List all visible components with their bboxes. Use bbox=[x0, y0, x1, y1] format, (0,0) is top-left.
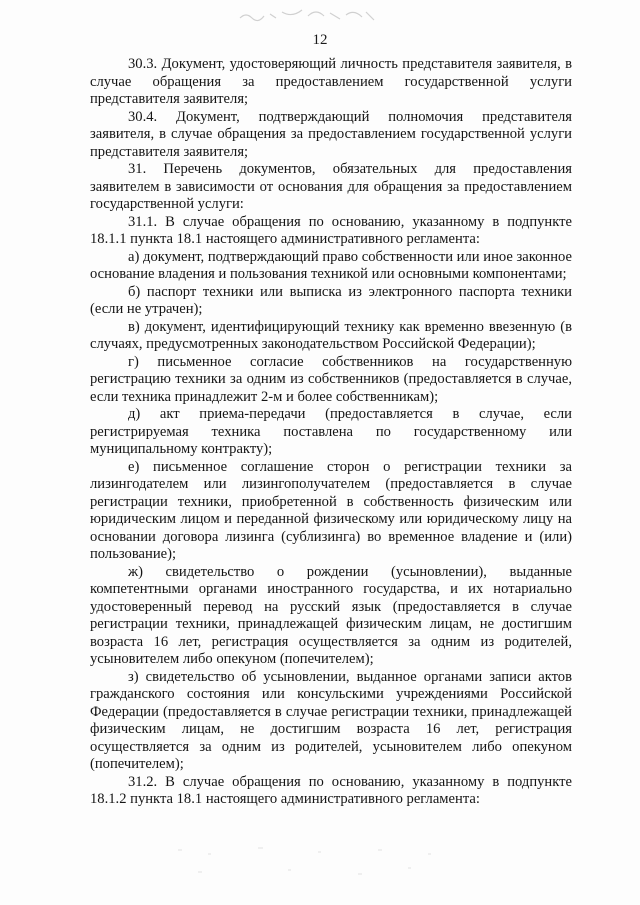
scan-artifact bbox=[236, 4, 386, 26]
list-item-a: а) документ, подтверждающий право собственности или иное законное основание владения и пользования техникой или основными компонентами; bbox=[90, 248, 572, 282]
paragraph-31-2: 31.2. В случае обращения по основанию, указанному в подпункте 18.1.2 пункта 18.1 настоящего административного регламента: bbox=[90, 773, 572, 807]
list-item-b: б) паспорт техники или выписка из электронного паспорта техники (если не утрачен); bbox=[90, 283, 572, 317]
list-item-v: в) документ, идентифицирующий технику как временно ввезенную (в случаях, предусмотренных законодательством Российской Федерации); bbox=[90, 318, 572, 352]
list-item-g: г) письменное согласие собственников на государственную регистрацию техники за одним из собственников (предоставляется в случае, если техника принадлежит 2-м и более собственникам); bbox=[90, 353, 572, 405]
list-item-z: з) свидетельство об усыновлении, выданное органами записи актов гражданского состояния или консульскими учреждениями Российской Федерации (предоставляется в случае регистрации техники, принадлежащей физическим лицам, не достигшим возраста 16 лет, регистрация осуществляется за одним из родителей, усыновителем либо опекуном (попечителем); bbox=[90, 668, 572, 772]
paragraph-30-3: 30.3. Документ, удостоверяющий личность представителя заявителя, в случае обращения за предоставлением государственной услуги представителя заявителя; bbox=[90, 56, 572, 107]
paragraph-31-1: 31.1. В случае обращения по основанию, указанному в подпункте 18.1.1 пункта 18.1 настоящего административного регламента: bbox=[90, 213, 572, 247]
list-item-e: е) письменное соглашение сторон о регистрации техники за лизингодателем или лизингополучателем (предоставляется в случае регистрации техники, приобретенной в собственность физическим или юридическим лицом и переданной физическому или юридическому лицу на основании договора лизинга (сублизинга) во временное владение и (или) пользование); bbox=[90, 458, 572, 562]
document-body bbox=[90, 56, 572, 809]
scan-artifact-bottom bbox=[168, 842, 468, 882]
paragraph-30-4: 30.4. Документ, подтверждающий полномочия представителя заявителя, в случае обращения за предоставлением государственной услуги представителя заявителя; bbox=[90, 108, 572, 160]
list-item-zh: ж) свидетельство о рождении (усыновлении), выданные компетентными органами иностранного государства, и их нотариально удостоверенный перевод на русский язык (предоставляется в случае регистрации техники, принадлежащей физическим лицам, не достигшим возраста 16 лет, регистрация осуществляется за одним из родителей, усыновителем либо опекуном (попечителем); bbox=[90, 563, 572, 667]
page-number: 12 bbox=[312, 32, 328, 48]
paragraph-31: 31. Перечень документов, обязательных для предоставления заявителем в зависимости от основания для обращения за предоставлением государственной услуги: bbox=[90, 161, 572, 212]
list-item-d: д) акт приема-передачи (предоставляется в случае, если регистрируемая техника поставлена по государственному или муниципальному контракту); bbox=[90, 406, 572, 457]
